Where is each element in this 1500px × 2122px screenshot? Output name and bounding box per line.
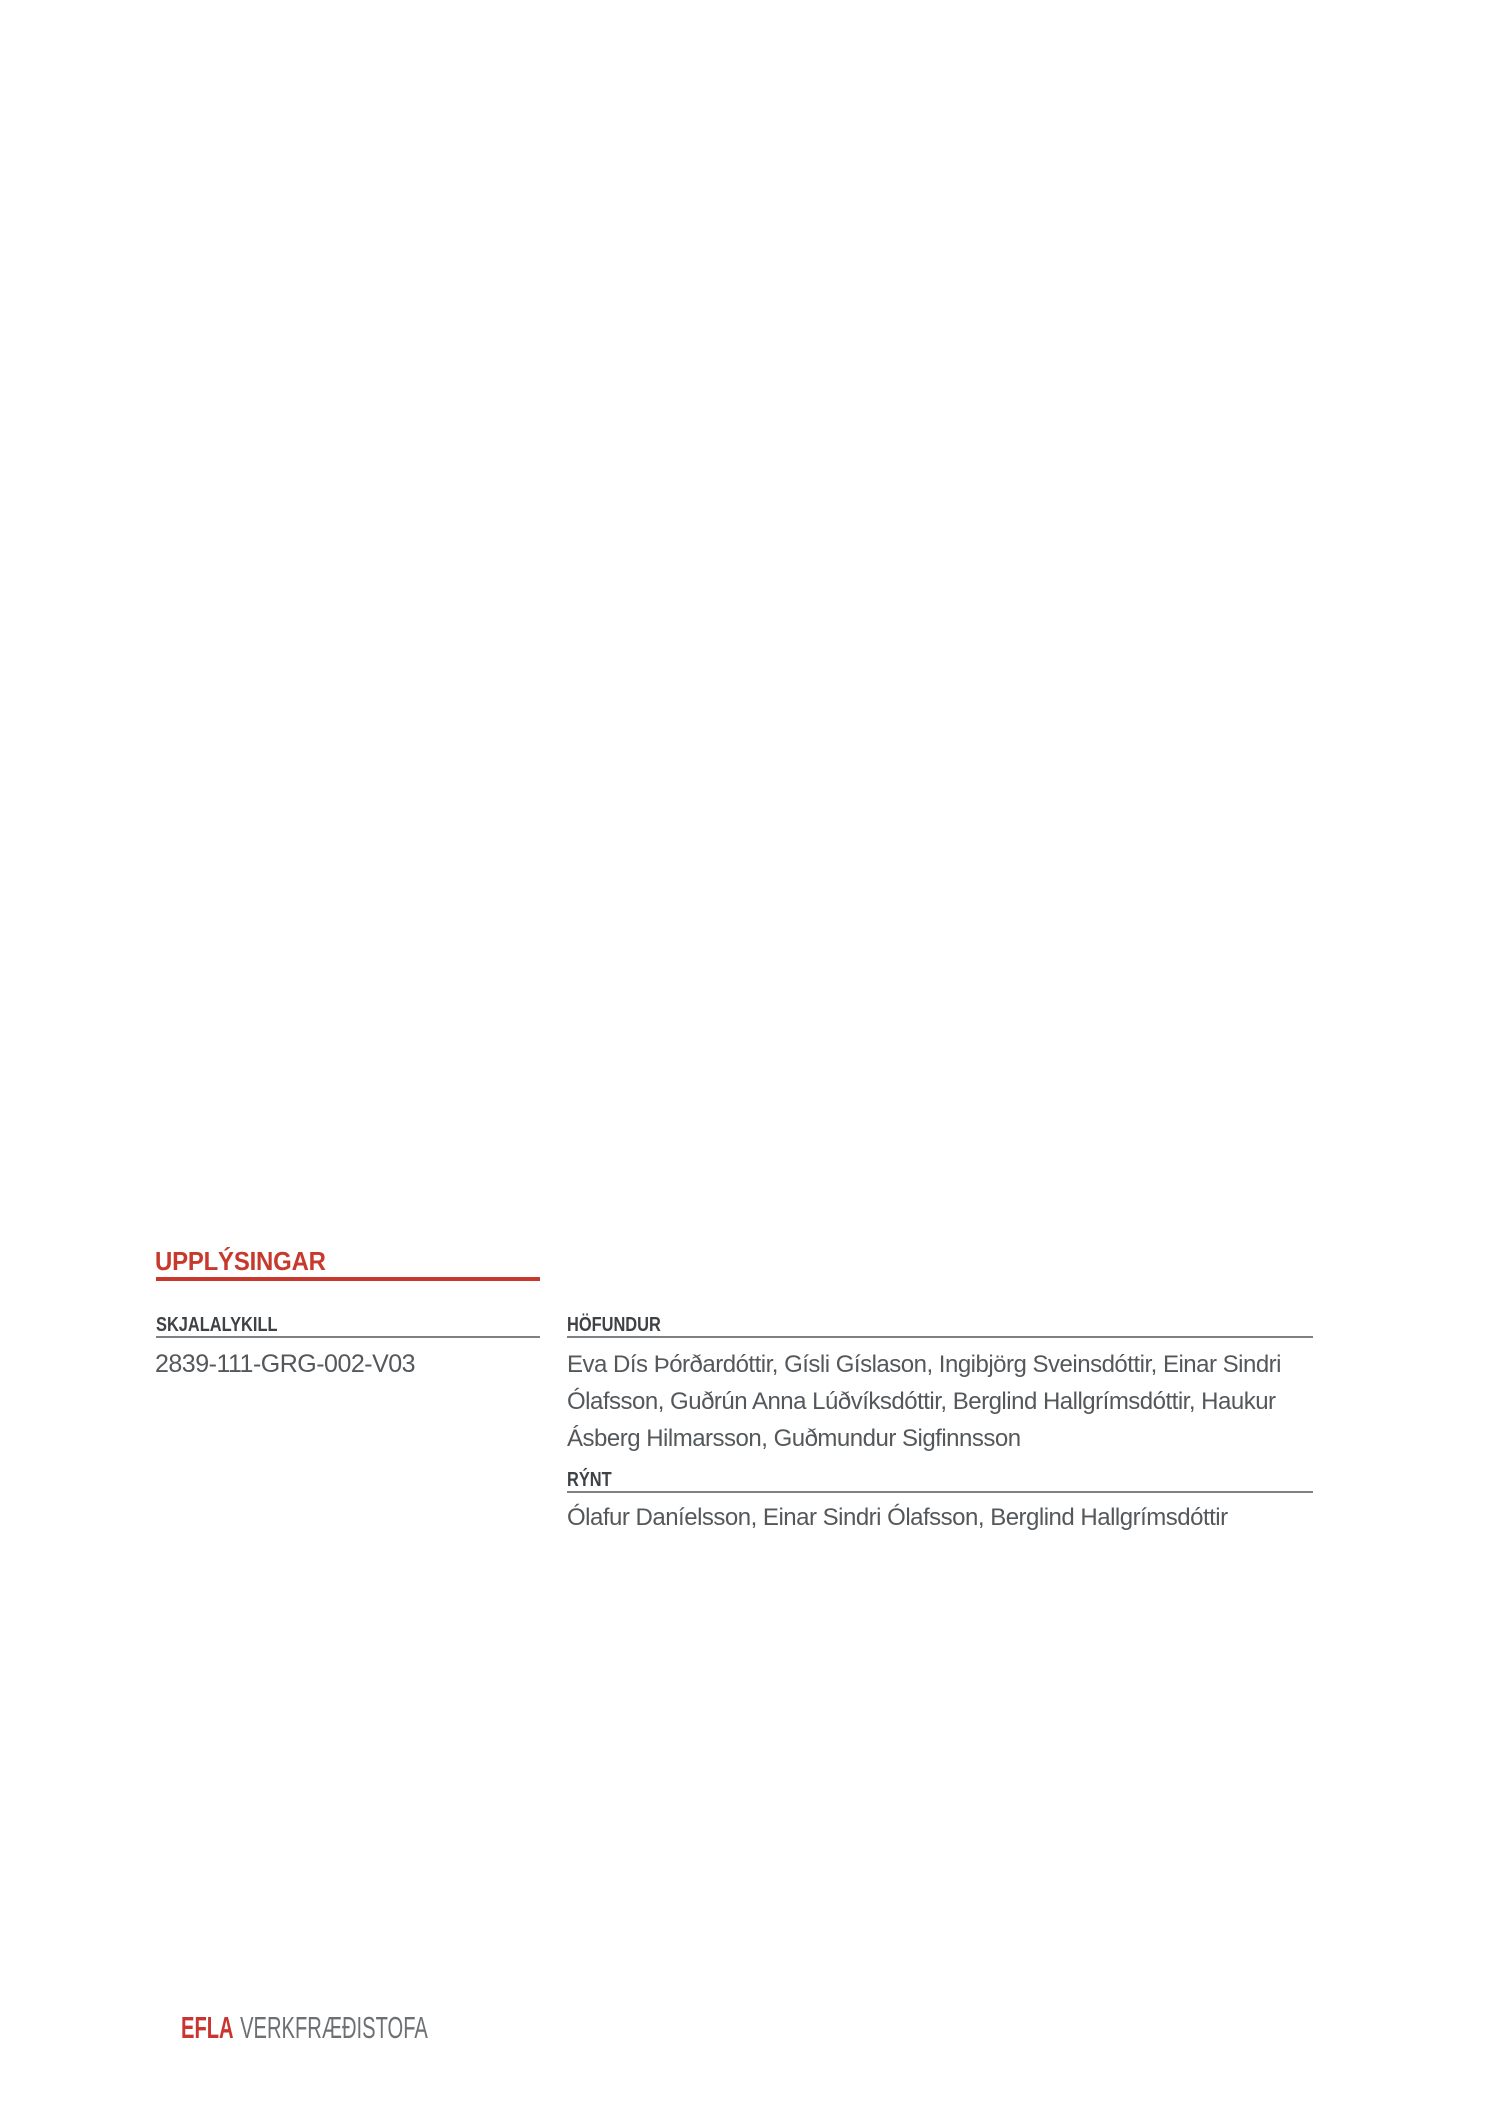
field-label-skjalalykill: SKJALALYKILL — [156, 1314, 278, 1336]
field-value-hofundur — [567, 1346, 1327, 1457]
section-title-upplysingar: UPPLÝSINGAR — [155, 1246, 326, 1276]
field-label-hofundur: HÖFUNDUR — [567, 1314, 661, 1336]
authors-line-3: Ásberg Hilmarsson, Guðmundur Sigfinnsson — [567, 1425, 1021, 1452]
authors-line-2: Ólafsson, Guðrún Anna Lúðvíksdóttir, Berglind Hallgrímsdóttir, Haukur — [567, 1388, 1276, 1415]
field-rule-hofundur — [567, 1336, 1313, 1338]
field-label-rynt: RÝNT — [567, 1469, 612, 1491]
field-value-skjalalykill: 2839-111-GRG-002-V03 — [155, 1350, 416, 1378]
efla-logo-suffix: VERKFRÆÐISTOFA — [240, 2010, 428, 2045]
efla-logo — [181, 2012, 428, 2043]
field-rule-rynt — [567, 1491, 1313, 1493]
field-value-rynt: Ólafur Daníelsson, Einar Sindri Ólafsson, Berglind Hallgrímsdóttir — [567, 1504, 1228, 1531]
field-rule-skjalalykill — [156, 1336, 540, 1338]
efla-logo-wordmark: EFLA — [181, 2010, 234, 2045]
authors-line-1: Eva Dís Þórðardóttir, Gísli Gíslason, Ingibjörg Sveinsdóttir, Einar Sindri — [567, 1351, 1281, 1378]
section-title-rule — [156, 1277, 540, 1281]
